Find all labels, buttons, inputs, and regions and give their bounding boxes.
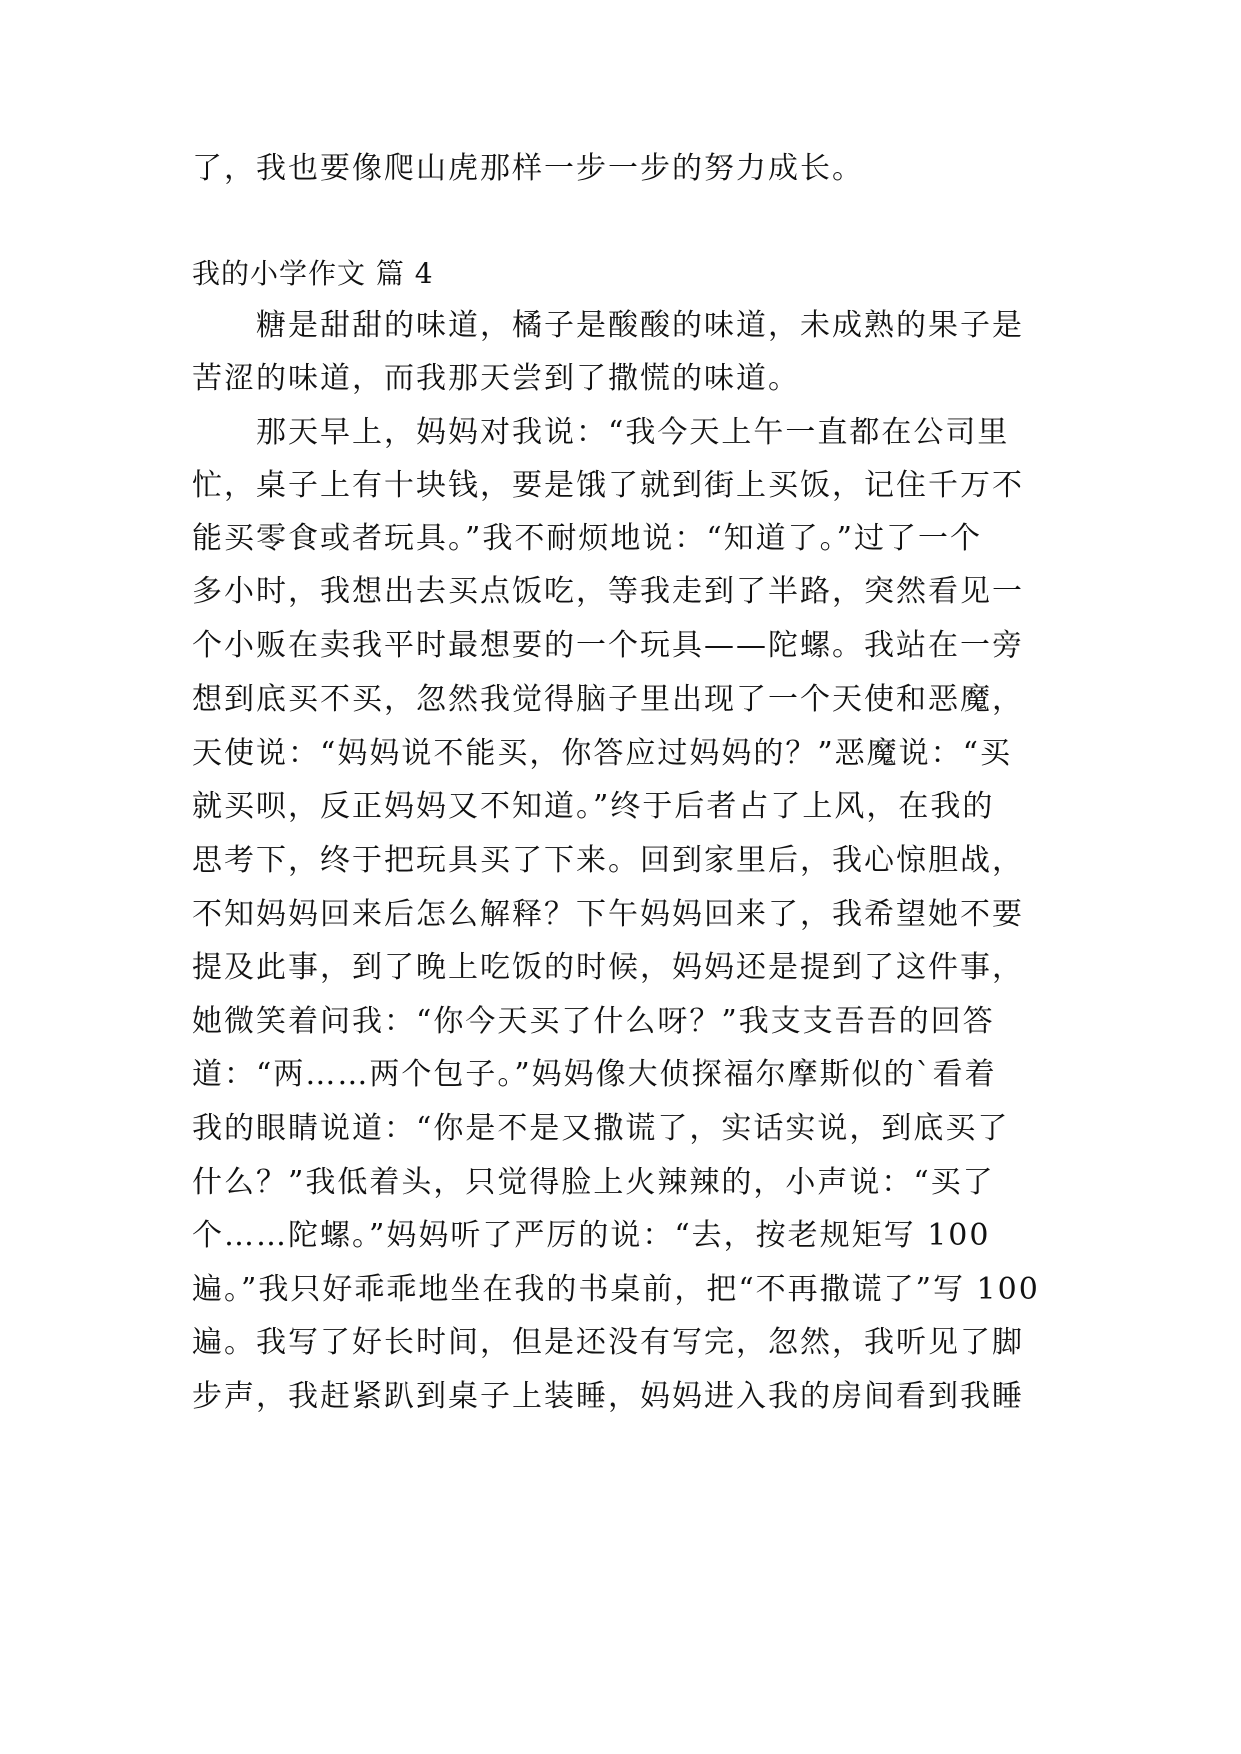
paragraph-line: 就买呗，反正妈妈又不知道。”终于后者占了上风，在我的 <box>192 789 995 824</box>
paragraph-line: 不知妈妈回来后怎么解释？下午妈妈回来了，我希望她不要 <box>192 897 1024 932</box>
paragraph-line: 想到底买不买，忽然我觉得脑子里出现了一个天使和恶魔， <box>192 682 1024 717</box>
paragraph-line: 遍。”我只好乖乖地坐在我的书桌前，把“不再撒谎了”写 100 <box>192 1272 1040 1307</box>
paragraph-line: 多小时，我想出去买点饭吃，等我走到了半路，突然看见一 <box>192 574 1024 609</box>
paragraph-line: 个小贩在卖我平时最想要的一个玩具——陀螺。我站在一旁 <box>192 628 1024 663</box>
paragraph-line: 忙，桌子上有十块钱，要是饿了就到街上买饭，记住千万不 <box>192 468 1024 503</box>
paragraph-line: 糖是甜甜的味道，橘子是酸酸的味道，未成熟的果子是 <box>256 308 1024 343</box>
paragraph-line: 遍。我写了好长时间，但是还没有写完，忽然，我听见了脚 <box>192 1325 1024 1360</box>
paragraph-line: 天使说：“妈妈说不能买，你答应过妈妈的？”恶魔说：“买 <box>192 736 1013 771</box>
paragraph-line: 步声，我赶紧趴到桌子上装睡，妈妈进入我的房间看到我睡 <box>192 1379 1024 1414</box>
paragraph-line: 什么？”我低着头，只觉得脸上火辣辣的，小声说：“买了 <box>192 1165 995 1200</box>
paragraph-line: 思考下，终于把玩具买了下来。回到家里后，我心惊胆战， <box>192 843 1024 878</box>
body-text-line: 了，我也要像爬山虎那样一步一步的努力成长。 <box>192 151 864 186</box>
paragraph-line: 道：“两……两个包子。”妈妈像大侦探福尔摩斯似的`看着 <box>192 1057 997 1092</box>
paragraph-line: 苦涩的味道，而我那天尝到了撒慌的味道。 <box>192 361 800 396</box>
paragraph-line: 她微笑着问我：“你今天买了什么呀？”我支支吾吾的回答 <box>192 1004 995 1039</box>
paragraph-line: 个……陀螺。”妈妈听了严厉的说：“去，按老规矩写 100 <box>192 1218 991 1253</box>
paragraph-line: 我的眼睛说道：“你是不是又撒谎了，实话实说，到底买了 <box>192 1111 1010 1146</box>
section-title: 我的小学作文 篇 4 <box>192 257 434 290</box>
paragraph-line: 提及此事，到了晚上吃饭的时候，妈妈还是提到了这件事， <box>192 950 1024 985</box>
paragraph-line: 那天早上，妈妈对我说：“我今天上午一直都在公司里 <box>256 415 1010 450</box>
paragraph-line: 能买零食或者玩具。”我不耐烦地说：“知道了。”过了一个 <box>192 521 983 556</box>
